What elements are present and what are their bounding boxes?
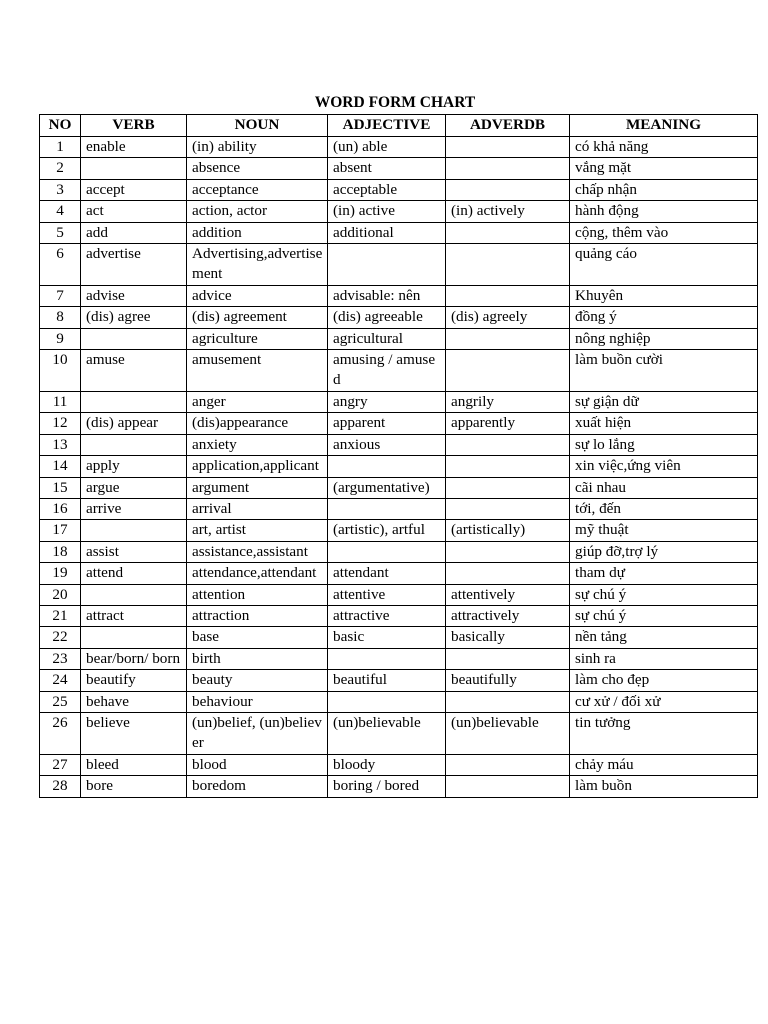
cell-no: 28 bbox=[40, 776, 81, 797]
cell-adjective bbox=[328, 691, 446, 712]
cell-adverb bbox=[446, 477, 570, 498]
cell-no: 14 bbox=[40, 456, 81, 477]
cell-meaning: nông nghiệp bbox=[570, 328, 758, 349]
cell-no: 24 bbox=[40, 670, 81, 691]
cell-noun: absence bbox=[187, 158, 328, 179]
cell-no: 25 bbox=[40, 691, 81, 712]
cell-adjective: amusing / amused bbox=[328, 350, 446, 392]
cell-adverb: attentively bbox=[446, 584, 570, 605]
cell-no: 5 bbox=[40, 222, 81, 243]
header-row bbox=[40, 115, 758, 137]
table-row bbox=[40, 285, 758, 306]
cell-noun: attention bbox=[187, 584, 328, 605]
cell-noun: birth bbox=[187, 648, 328, 669]
cell-noun: anxiety bbox=[187, 434, 328, 455]
cell-adverb bbox=[446, 456, 570, 477]
cell-adverb: (un)believable bbox=[446, 712, 570, 754]
cell-no: 15 bbox=[40, 477, 81, 498]
cell-meaning: sinh ra bbox=[570, 648, 758, 669]
cell-verb bbox=[81, 391, 187, 412]
header-adjective: ADJECTIVE bbox=[328, 115, 446, 137]
table-row bbox=[40, 350, 758, 392]
cell-adverb bbox=[446, 434, 570, 455]
cell-adverb bbox=[446, 776, 570, 797]
cell-meaning: xuất hiện bbox=[570, 413, 758, 434]
table-row bbox=[40, 137, 758, 158]
cell-verb: argue bbox=[81, 477, 187, 498]
cell-meaning: cư xử / đối xử bbox=[570, 691, 758, 712]
cell-no: 4 bbox=[40, 201, 81, 222]
cell-verb: arrive bbox=[81, 498, 187, 519]
cell-meaning: mỹ thuật bbox=[570, 520, 758, 541]
table-row bbox=[40, 456, 758, 477]
cell-adjective: (argumentative) bbox=[328, 477, 446, 498]
cell-adverb: beautifully bbox=[446, 670, 570, 691]
table-row bbox=[40, 201, 758, 222]
cell-noun: acceptance bbox=[187, 179, 328, 200]
cell-no: 18 bbox=[40, 541, 81, 562]
table-row bbox=[40, 244, 758, 286]
cell-no: 6 bbox=[40, 244, 81, 286]
cell-noun: art, artist bbox=[187, 520, 328, 541]
cell-verb: beautify bbox=[81, 670, 187, 691]
cell-adjective: (in) active bbox=[328, 201, 446, 222]
cell-verb: amuse bbox=[81, 350, 187, 392]
table-row bbox=[40, 498, 758, 519]
table-row bbox=[40, 605, 758, 626]
cell-meaning: sự giận dữ bbox=[570, 391, 758, 412]
cell-noun: assistance,assistant bbox=[187, 541, 328, 562]
cell-noun: behaviour bbox=[187, 691, 328, 712]
cell-noun: application,applicant bbox=[187, 456, 328, 477]
cell-verb bbox=[81, 584, 187, 605]
cell-adverb: (in) actively bbox=[446, 201, 570, 222]
cell-adjective: acceptable bbox=[328, 179, 446, 200]
table-body bbox=[40, 137, 758, 798]
cell-adjective: boring / bored bbox=[328, 776, 446, 797]
cell-meaning: chấp nhận bbox=[570, 179, 758, 200]
cell-meaning: tin tưởng bbox=[570, 712, 758, 754]
cell-noun: (dis) agreement bbox=[187, 307, 328, 328]
table-row bbox=[40, 776, 758, 797]
cell-verb bbox=[81, 627, 187, 648]
cell-no: 7 bbox=[40, 285, 81, 306]
cell-adverb bbox=[446, 137, 570, 158]
cell-verb: behave bbox=[81, 691, 187, 712]
cell-adjective: (artistic), artful bbox=[328, 520, 446, 541]
table-row bbox=[40, 222, 758, 243]
cell-adjective: additional bbox=[328, 222, 446, 243]
cell-adverb bbox=[446, 754, 570, 775]
table-row bbox=[40, 179, 758, 200]
cell-noun: action, actor bbox=[187, 201, 328, 222]
table-row bbox=[40, 307, 758, 328]
cell-noun: arrival bbox=[187, 498, 328, 519]
cell-verb: (dis) agree bbox=[81, 307, 187, 328]
cell-adverb: (artistically) bbox=[446, 520, 570, 541]
cell-verb: advertise bbox=[81, 244, 187, 286]
cell-no: 10 bbox=[40, 350, 81, 392]
cell-adjective: attractive bbox=[328, 605, 446, 626]
cell-no: 3 bbox=[40, 179, 81, 200]
cell-no: 2 bbox=[40, 158, 81, 179]
cell-verb: act bbox=[81, 201, 187, 222]
cell-no: 19 bbox=[40, 563, 81, 584]
table-row bbox=[40, 328, 758, 349]
cell-no: 13 bbox=[40, 434, 81, 455]
cell-verb: assist bbox=[81, 541, 187, 562]
table-row bbox=[40, 563, 758, 584]
cell-noun: (in) ability bbox=[187, 137, 328, 158]
cell-verb: advise bbox=[81, 285, 187, 306]
cell-noun: amusement bbox=[187, 350, 328, 392]
cell-meaning: sự chú ý bbox=[570, 584, 758, 605]
cell-verb: bear/born/ born bbox=[81, 648, 187, 669]
cell-verb: (dis) appear bbox=[81, 413, 187, 434]
cell-noun: advice bbox=[187, 285, 328, 306]
cell-noun: agriculture bbox=[187, 328, 328, 349]
table-row bbox=[40, 520, 758, 541]
cell-noun: Advertising,advertisement bbox=[187, 244, 328, 286]
cell-meaning: đồng ý bbox=[570, 307, 758, 328]
page-title: WORD FORM CHART bbox=[314, 94, 476, 111]
cell-meaning: quảng cáo bbox=[570, 244, 758, 286]
cell-no: 22 bbox=[40, 627, 81, 648]
header-meaning: MEANING bbox=[570, 115, 758, 137]
cell-noun: base bbox=[187, 627, 328, 648]
cell-no: 9 bbox=[40, 328, 81, 349]
table-row bbox=[40, 391, 758, 412]
table-row bbox=[40, 754, 758, 775]
cell-adverb bbox=[446, 285, 570, 306]
table-row bbox=[40, 413, 758, 434]
cell-noun: argument bbox=[187, 477, 328, 498]
cell-no: 20 bbox=[40, 584, 81, 605]
cell-meaning: sự chú ý bbox=[570, 605, 758, 626]
cell-verb bbox=[81, 434, 187, 455]
cell-adjective: attentive bbox=[328, 584, 446, 605]
cell-adjective: apparent bbox=[328, 413, 446, 434]
cell-no: 21 bbox=[40, 605, 81, 626]
cell-verb bbox=[81, 520, 187, 541]
cell-adverb bbox=[446, 179, 570, 200]
cell-meaning: làm buồn bbox=[570, 776, 758, 797]
cell-adjective: angry bbox=[328, 391, 446, 412]
cell-noun: addition bbox=[187, 222, 328, 243]
cell-meaning: tới, đến bbox=[570, 498, 758, 519]
cell-noun: blood bbox=[187, 754, 328, 775]
cell-meaning: chảy máu bbox=[570, 754, 758, 775]
cell-adjective: basic bbox=[328, 627, 446, 648]
header-no: NO bbox=[40, 115, 81, 137]
cell-adverb: angrily bbox=[446, 391, 570, 412]
cell-adverb: (dis) agreely bbox=[446, 307, 570, 328]
cell-adverb bbox=[446, 563, 570, 584]
cell-noun: attendance,attendant bbox=[187, 563, 328, 584]
cell-no: 1 bbox=[40, 137, 81, 158]
cell-verb: bore bbox=[81, 776, 187, 797]
cell-no: 12 bbox=[40, 413, 81, 434]
cell-adjective: (un) able bbox=[328, 137, 446, 158]
cell-noun: beauty bbox=[187, 670, 328, 691]
cell-adverb bbox=[446, 648, 570, 669]
table-row bbox=[40, 158, 758, 179]
cell-adjective: advisable: nên bbox=[328, 285, 446, 306]
cell-verb: accept bbox=[81, 179, 187, 200]
cell-noun: attraction bbox=[187, 605, 328, 626]
cell-no: 11 bbox=[40, 391, 81, 412]
cell-verb: bleed bbox=[81, 754, 187, 775]
cell-adjective: anxious bbox=[328, 434, 446, 455]
cell-adjective bbox=[328, 498, 446, 519]
cell-adverb bbox=[446, 498, 570, 519]
cell-meaning: cãi nhau bbox=[570, 477, 758, 498]
cell-meaning: cộng, thêm vào bbox=[570, 222, 758, 243]
cell-verb bbox=[81, 158, 187, 179]
cell-meaning: Khuyên bbox=[570, 285, 758, 306]
cell-noun: boredom bbox=[187, 776, 328, 797]
cell-adjective: absent bbox=[328, 158, 446, 179]
table-row bbox=[40, 691, 758, 712]
cell-adjective bbox=[328, 648, 446, 669]
cell-verb: attract bbox=[81, 605, 187, 626]
cell-verb bbox=[81, 328, 187, 349]
cell-no: 26 bbox=[40, 712, 81, 754]
table-row bbox=[40, 648, 758, 669]
table-row bbox=[40, 670, 758, 691]
cell-meaning: sự lo lắng bbox=[570, 434, 758, 455]
cell-adjective: beautiful bbox=[328, 670, 446, 691]
cell-verb: enable bbox=[81, 137, 187, 158]
cell-meaning: có khả năng bbox=[570, 137, 758, 158]
cell-adverb bbox=[446, 222, 570, 243]
cell-adverb: basically bbox=[446, 627, 570, 648]
cell-adjective bbox=[328, 244, 446, 286]
cell-verb: apply bbox=[81, 456, 187, 477]
table-row bbox=[40, 584, 758, 605]
cell-meaning: vắng mặt bbox=[570, 158, 758, 179]
cell-no: 23 bbox=[40, 648, 81, 669]
cell-no: 8 bbox=[40, 307, 81, 328]
cell-verb: believe bbox=[81, 712, 187, 754]
cell-adverb bbox=[446, 350, 570, 392]
cell-adverb: apparently bbox=[446, 413, 570, 434]
table-row bbox=[40, 541, 758, 562]
cell-adjective: (dis) agreeable bbox=[328, 307, 446, 328]
cell-adverb bbox=[446, 328, 570, 349]
cell-adjective: bloody bbox=[328, 754, 446, 775]
cell-adverb bbox=[446, 691, 570, 712]
cell-adjective: (un)believable bbox=[328, 712, 446, 754]
cell-meaning: giúp đỡ,trợ lý bbox=[570, 541, 758, 562]
cell-verb: add bbox=[81, 222, 187, 243]
cell-noun: (dis)appearance bbox=[187, 413, 328, 434]
cell-adverb bbox=[446, 158, 570, 179]
cell-meaning: tham dự bbox=[570, 563, 758, 584]
table-row bbox=[40, 712, 758, 754]
cell-verb: attend bbox=[81, 563, 187, 584]
header-noun: NOUN bbox=[187, 115, 328, 137]
cell-adverb bbox=[446, 541, 570, 562]
table-row bbox=[40, 477, 758, 498]
table-row bbox=[40, 434, 758, 455]
header-verb: VERB bbox=[81, 115, 187, 137]
header-adverb: ADVERDB bbox=[446, 115, 570, 137]
cell-adverb bbox=[446, 244, 570, 286]
cell-meaning: hành động bbox=[570, 201, 758, 222]
cell-adverb: attractively bbox=[446, 605, 570, 626]
cell-adjective bbox=[328, 541, 446, 562]
cell-noun: (un)belief, (un)believer bbox=[187, 712, 328, 754]
cell-meaning: nền tảng bbox=[570, 627, 758, 648]
cell-noun: anger bbox=[187, 391, 328, 412]
cell-no: 17 bbox=[40, 520, 81, 541]
word-form-table bbox=[39, 114, 758, 798]
cell-meaning: làm cho đẹp bbox=[570, 670, 758, 691]
cell-no: 27 bbox=[40, 754, 81, 775]
cell-adjective: attendant bbox=[328, 563, 446, 584]
table-row bbox=[40, 627, 758, 648]
cell-no: 16 bbox=[40, 498, 81, 519]
cell-adjective: agricultural bbox=[328, 328, 446, 349]
cell-adjective bbox=[328, 456, 446, 477]
cell-meaning: làm buồn cười bbox=[570, 350, 758, 392]
cell-meaning: xin việc,ứng viên bbox=[570, 456, 758, 477]
